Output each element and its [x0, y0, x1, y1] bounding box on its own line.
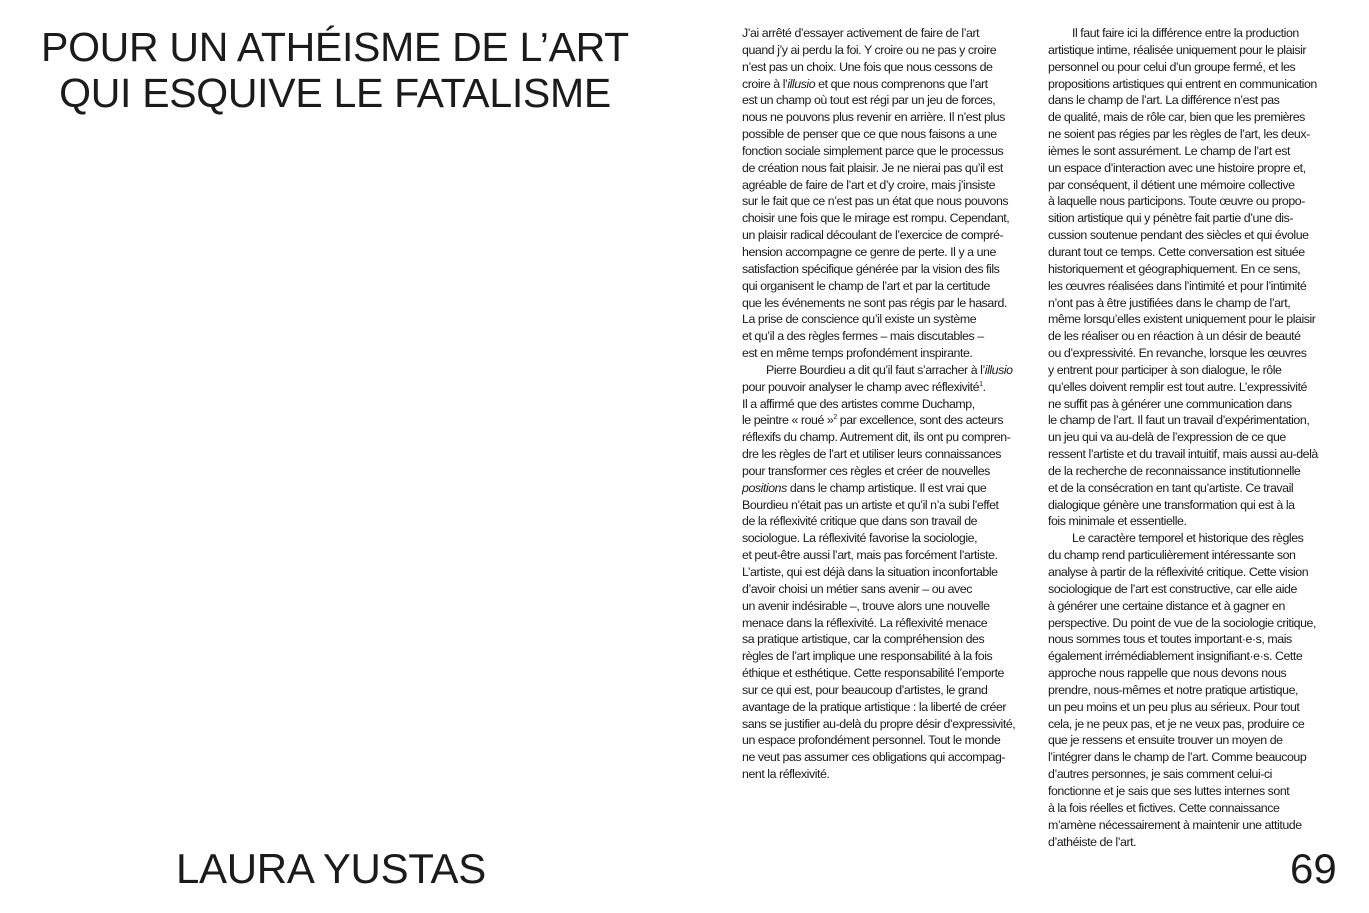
text-line: et peut-être aussi l’art, mais pas forcément l’artiste.	[742, 548, 998, 563]
text-line: prendre, nous-mêmes et notre pratique artistique,	[1048, 682, 1298, 697]
text-line: cussion soutenue pendant des siècles et qui évolue	[1048, 228, 1309, 243]
text-line: possible de penser que ce que nous faisons a une	[742, 127, 997, 142]
text-line: hension accompagne ce genre de perte. Il y a une	[742, 244, 996, 259]
text-line: Il a affirmé que des artistes comme Duchamp,	[742, 396, 975, 411]
text-line: artistique intime, réalisée uniquement pour le plaisir	[1048, 42, 1307, 57]
text-line: qui organisent le champ de l’art et par la certitude	[742, 278, 990, 293]
text-line: pour pouvoir analyser le champ avec réflexivité$^1$.	[742, 379, 986, 394]
text-line: n’est pas un choix. Une fois que nous cessons de	[742, 59, 993, 74]
text-line: un jeu qui va au-delà de l’expression de ce que	[1048, 430, 1286, 445]
text-line: d’athéiste de l’art.	[1048, 834, 1137, 849]
text-line: menace dans la réflexivité. La réflexivité menace	[742, 615, 988, 630]
text-line: sans se justifier au-delà du propre désir d’expressivité,	[742, 716, 1016, 731]
text-line: propositions artistiques qui entrent en communication	[1048, 76, 1317, 91]
text-line: fonctionne et je sais que ses luttes internes sont	[1048, 783, 1290, 798]
text-line: un peu moins et un peu plus au sérieux. Pour tout	[1048, 699, 1300, 714]
text-line: ressent l’artiste et du travail intuitif, mais aussi au-delà	[1048, 447, 1318, 462]
text-line: ne veut pas assumer ces obligations qui accompag-	[742, 750, 1006, 765]
text-line: Bourdieu n’était pas un artiste et qu’il n’a subi l’effet	[742, 497, 999, 512]
essay-title-line: QUI ESQUIVE LE FATALISME	[59, 70, 611, 116]
page-number: 69	[1290, 845, 1337, 892]
text-line: ne suffit pas à générer une communication dans	[1048, 396, 1292, 411]
text-line: le champ de l’art. Il faut un travail d’expérimentation,	[1048, 413, 1310, 428]
text-line: sur ce qui est, pour beaucoup d’artistes, le grand	[742, 682, 988, 697]
text-line: croire à l’illusio et que nous comprenons que l’art	[742, 76, 988, 91]
footnote-ref: 1	[979, 380, 983, 388]
text-line: fonction sociale simplement parce que le processus	[742, 143, 1004, 158]
text-line: L’artiste, qui est déjà dans la situation inconfortable	[742, 565, 998, 579]
text-line: sur le fait que ce n’est pas un état que nous pouvons	[742, 194, 1009, 209]
text-line: est en même temps profondément inspirante.	[742, 346, 973, 361]
text-line: pour transformer ces règles et créer de nouvelles	[742, 463, 990, 478]
text-line: avantage de la pratique artistique : la liberté de créer	[742, 699, 1007, 714]
text-line: positions dans le champ artistique. Il est vrai que	[742, 480, 987, 495]
text-line: un espace profondément personnel. Tout le monde	[742, 733, 1001, 748]
text-line: réflexifs du champ. Autrement dit, ils ont pu compren-	[742, 430, 1011, 445]
text-line: que je ressens et ensuite trouver un moyen de	[1048, 733, 1283, 748]
text-line: de la recherche de reconnaissance institutionnelle	[1048, 463, 1301, 478]
italic-term: positions	[742, 480, 787, 495]
text-line: perspective. Du point de vue de la sociologie critique,	[1048, 615, 1316, 630]
text-line: que les événements ne sont pas régis par le hasard.	[742, 295, 1007, 310]
text-line: règles de l’art implique une responsabilité à la fois	[742, 649, 993, 664]
text-line: n’ont pas à être justifiées dans le champ de l’art,	[1048, 295, 1291, 310]
text-line: fois minimale et essentielle.	[1048, 514, 1187, 529]
text-line: historiquement et géographiquement. En ce sens,	[1048, 261, 1301, 276]
text-line: Il faut faire ici la différence entre la production	[1072, 26, 1299, 40]
text-line: ne soient pas régies par les règles de l’art, les deux-	[1048, 127, 1310, 142]
text-line: approche nous rappelle que nous devons nous	[1048, 666, 1287, 681]
text-line: l’intégrer dans le champ de l’art. Comme beaucoup	[1048, 750, 1307, 765]
text-line: sa pratique artistique, car la compréhension des	[742, 632, 985, 647]
text-line: d’autres personnes, je sais comment celui-ci	[1048, 767, 1272, 782]
text-line: ou d’expressivité. En revanche, lorsque les œuvres	[1048, 346, 1307, 361]
text-line: de les réaliser ou en réaction à un désir de beauté	[1048, 329, 1301, 344]
text-line: satisfaction spécifique générée par la vision des fils	[742, 261, 1000, 276]
text-line: nous ne pouvons plus revenir en arrière. Il n’est plus	[742, 110, 1005, 125]
text-line: à laquelle nous participons. Toute œuvre ou propo-	[1048, 194, 1305, 209]
text-line: de création nous fait plaisir. Je ne nierai pas qu’il est	[742, 160, 1003, 175]
text-line: dans le champ de l’art. La différence n’est pas	[1048, 93, 1280, 108]
text-line: à générer une certaine distance et à gagner en	[1048, 598, 1285, 613]
text-line: même lorsqu’elles existent uniquement pour le plaisir	[1048, 312, 1316, 327]
text-line: un plaisir radical découlant de l’exercice de compré-	[742, 228, 1004, 243]
essay-title-line: POUR UN ATHÉISME DE L’ART	[41, 24, 629, 70]
text-line: agréable de faire de l’art et d’y croire, mais j’insiste	[742, 177, 996, 192]
italic-term: illusio	[984, 362, 1013, 377]
text-line: à la fois réelles et fictives. Cette connaissance	[1048, 800, 1280, 815]
text-line: un avenir indésirable –, trouve alors une nouvelle	[742, 598, 990, 613]
text-line: La prise de conscience qu’il existe un système	[742, 312, 977, 327]
text-line: nous sommes tous et toutes important·e·s, mais	[1048, 632, 1292, 647]
text-line: sociologue. La réflexivité favorise la sociologie,	[742, 531, 978, 546]
text-line: personnel ou pour celui d’un groupe fermé, et les	[1048, 59, 1296, 74]
footnote-ref: 2	[833, 414, 837, 422]
italic-term: illusio	[787, 76, 816, 91]
text-line: un espace d’interaction avec une histoire propre et,	[1048, 160, 1306, 175]
text-line: y entrent pour participer à son dialogue, le rôle	[1048, 362, 1282, 377]
text-line: nent la réflexivité.	[742, 767, 830, 782]
text-line: sociologique de l’art est constructive, car elle aide	[1048, 581, 1297, 596]
essay-title	[30, 24, 640, 116]
text-column-left	[742, 25, 1042, 783]
text-line: les œuvres réalisées dans l’intimité et pour l’intimité	[1048, 278, 1307, 293]
text-line: également irrémédiablement insignifiant·e·s. Cette	[1048, 649, 1303, 664]
text-line: et de la consécration en tant qu’artiste. Ce travail	[1048, 480, 1294, 495]
text-line: est un champ où tout est régi par un jeu de forces,	[742, 93, 996, 108]
text-line: dialogique génère une transformation qui est à la	[1048, 497, 1295, 512]
author-name: LAURA YUSTAS	[176, 845, 486, 892]
text-line: J’ai arrêté d’essayer activement de faire de l’art	[742, 26, 980, 40]
text-line: durant tout ce temps. Cette conversation est située	[1048, 244, 1305, 259]
text-line: du champ rend particulièrement intéressante son	[1048, 548, 1296, 563]
text-line: sition artistique qui y pénètre fait partie d’une dis-	[1048, 211, 1294, 226]
text-line: Pierre Bourdieu a dit qu’il faut s’arracher à l’illusio	[766, 362, 1013, 377]
text-column-right	[1048, 25, 1348, 850]
text-line: d’avoir choisi un métier sans avenir – ou avec	[742, 581, 972, 596]
text-line: m’amène nécessairement à maintenir une attitude	[1048, 817, 1302, 832]
text-line: qu’elles doivent remplir est tout autre. L’expressivité	[1048, 379, 1308, 394]
text-line: choisir une fois que le mirage est rompu. Cependant,	[742, 211, 1010, 226]
text-line: par conséquent, il détient une mémoire collective	[1048, 177, 1295, 192]
text-line: Le caractère temporel et historique des règles	[1072, 531, 1304, 546]
text-line: cela, je ne peux pas, et je ne veux pas, produire ce	[1048, 716, 1305, 731]
text-line: analyse à partir de la réflexivité critique. Cette vision	[1048, 565, 1309, 579]
text-line: dre les règles de l’art et utiliser leurs connaissances	[742, 447, 1001, 462]
text-line: le peintre « roué »$^2$ par excellence, sont des acteurs	[742, 413, 1004, 428]
text-line: de la réflexivité critique que dans son travail de	[742, 514, 978, 529]
text-line: éthique et esthétique. Cette responsabilité l’emporte	[742, 666, 1005, 681]
text-line: ièmes le sont assurément. Le champ de l’art est	[1048, 143, 1290, 158]
text-line: quand j’y ai perdu la foi. Y croire ou ne pas y croire	[742, 42, 997, 57]
text-line: et qu’il a des règles fermes – mais discutables –	[742, 329, 984, 344]
text-line: de qualité, mais de rôle car, bien que les premières	[1048, 110, 1305, 125]
